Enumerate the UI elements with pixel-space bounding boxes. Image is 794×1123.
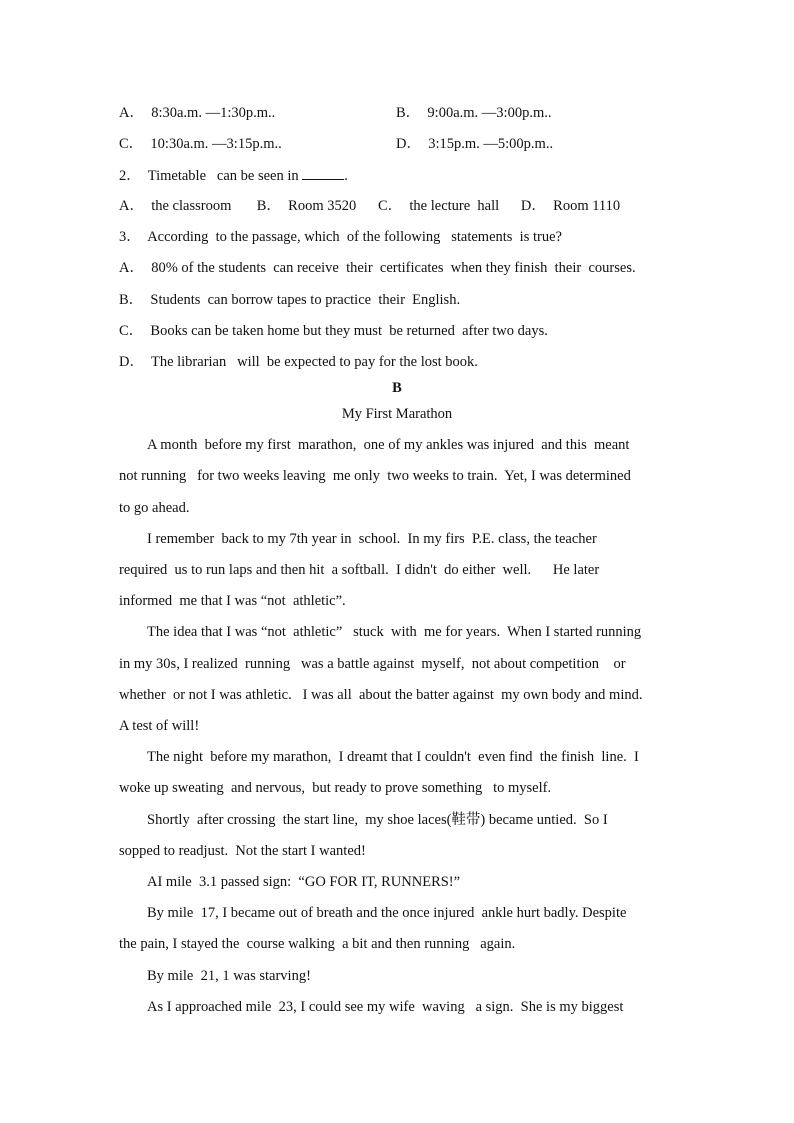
q3-option-a: A． 80% of the students can receive their certificates when they finish their courses. <box>119 260 636 276</box>
q1-option-d: D． 3:15p.m. —5:00p.m.. <box>396 136 554 152</box>
passage-line: By mile 17, I became out of breath and the once injured ankle hurt badly. Despite <box>147 905 627 921</box>
passage-line: AI mile 3.1 passed sign: “GO FOR IT, RUNNERS!” <box>147 874 461 890</box>
q3-option-b: B． Students can borrow tapes to practice their English. <box>119 292 461 308</box>
passage-line: informed me that I was “not athletic”. <box>119 593 346 609</box>
passage-title: My First Marathon <box>341 406 453 422</box>
q2-stem <box>119 165 348 186</box>
section-label: B <box>392 380 402 396</box>
q1-option-a: A． 8:30a.m. —1:30p.m.. <box>119 105 276 121</box>
passage-line: woke up sweating and nervous, but ready to prove something to myself. <box>119 780 552 796</box>
passage-line: A month before my first marathon, one of my ankles was injured and this meant <box>147 437 630 453</box>
q3-option-c: C． Books can be taken home but they must be returned after two days. <box>119 323 548 339</box>
passage-line: A test of will! <box>119 718 200 734</box>
passage-line: required us to run laps and then hit a softball. I didn't do either well. He later <box>119 562 600 578</box>
passage-line: By mile 21, 1 was starving! <box>147 968 311 984</box>
passage-line: in my 30s, I realized running was a battle against myself, not about competition or <box>119 656 626 672</box>
passage-line: The idea that I was “not athletic” stuck with me for years. When I started running <box>147 624 642 640</box>
answer-blank <box>302 165 344 180</box>
passage-line: Shortly after crossing the start line, my shoe laces(鞋带) became untied. So I <box>147 812 608 828</box>
q1-option-c: C． 10:30a.m. —3:15p.m.. <box>119 136 282 152</box>
q3-stem: 3． According to the passage, which of the following statements is true? <box>119 229 562 245</box>
q2-options: A． the classroom B． Room 3520 C． the lecture hall D． Room 1110 <box>119 198 621 214</box>
q2-stem-text: 2． Timetable can be seen in <box>119 168 303 184</box>
q1-option-b: B． 9:00a.m. —3:00p.m.. <box>396 105 552 121</box>
passage-line: The night before my marathon, I dreamt that I couldn't even find the finish line. I <box>147 749 639 765</box>
passage-line: I remember back to my 7th year in school. In my firs P.E. class, the teacher <box>147 531 597 547</box>
passage-line: the pain, I stayed the course walking a bit and then running again. <box>119 936 516 952</box>
passage-line: whether or not I was athletic. I was all about the batter against my own body and mind. <box>119 687 643 703</box>
passage-line: to go ahead. <box>119 500 190 516</box>
q2-stem-end: . <box>344 168 348 184</box>
passage-line: not running for two weeks leaving me only two weeks to train. Yet, I was determined <box>119 468 631 484</box>
passage-line: As I approached mile 23, I could see my wife waving a sign. She is my biggest <box>147 999 624 1015</box>
passage-line: sopped to readjust. Not the start I wanted! <box>119 843 366 859</box>
q3-option-d: D． The librarian will be expected to pay for the lost book. <box>119 354 478 370</box>
